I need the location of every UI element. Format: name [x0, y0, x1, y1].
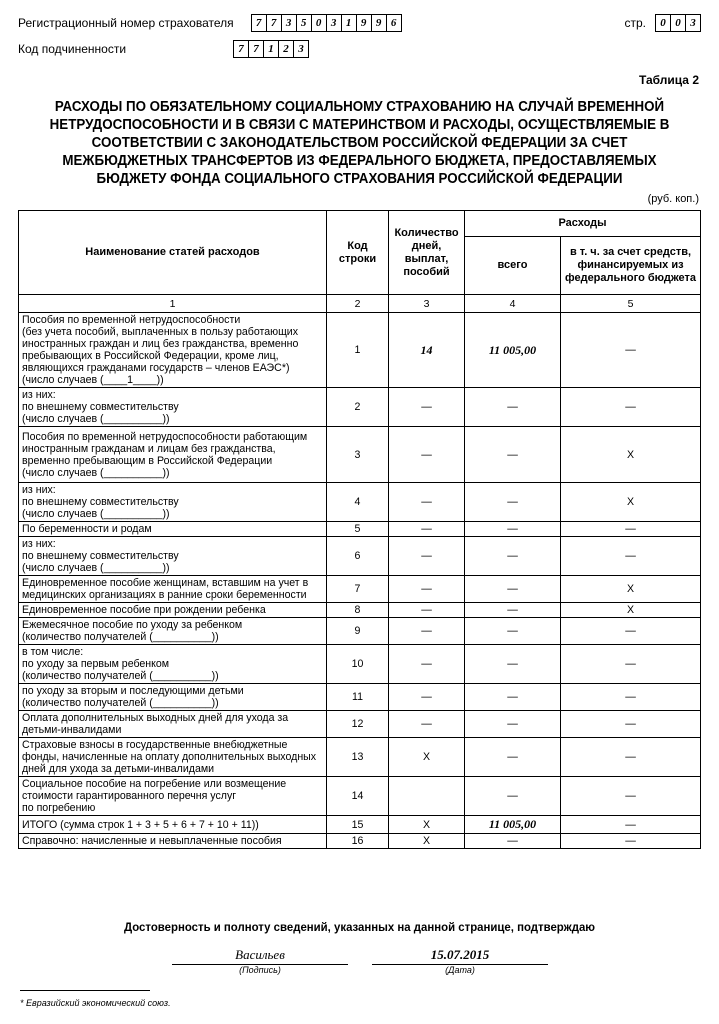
table-row: [19, 777, 701, 816]
digit-cell: 1: [263, 40, 279, 58]
row-total: —: [465, 427, 561, 483]
row-code: 8: [327, 603, 389, 618]
row-code: 14: [327, 777, 389, 816]
table-row: [19, 522, 701, 537]
col-number: 2: [327, 295, 389, 313]
signature-caption: (Подпись): [239, 965, 281, 975]
row-federal: —: [561, 777, 701, 816]
col-number: 4: [465, 295, 561, 313]
col-header-count: Количество дней, выплат, пособий: [389, 211, 465, 295]
row-name: Ежемесячное пособие по уходу за ребенком (количество получателей (__________)): [19, 618, 327, 645]
row-count: Х: [389, 834, 465, 849]
row-federal: —: [561, 684, 701, 711]
row-count: —: [389, 388, 465, 427]
row-name: Страховые взносы в государственные внебюджетные фонды, начисленные на оплату дополнительных выходных дней для ухода за детьми-инвалидами: [19, 738, 327, 777]
row-code: 7: [327, 576, 389, 603]
row-total: —: [465, 388, 561, 427]
digit-cell: 5: [296, 14, 312, 32]
table-row: [19, 645, 701, 684]
row-name: из них: по внешнему совместительству (число случаев (__________)): [19, 537, 327, 576]
row-name: ИТОГО (сумма строк 1 + 3 + 5 + 6 + 7 + 10 + 11)): [19, 816, 327, 834]
row-count: Х: [389, 738, 465, 777]
col-number: 1: [19, 295, 327, 313]
digit-cell: 0: [311, 14, 327, 32]
table-row: [19, 576, 701, 603]
row-count: —: [389, 711, 465, 738]
digit-cell: 7: [266, 14, 282, 32]
table-row: [19, 537, 701, 576]
table-row: [19, 684, 701, 711]
row-federal: —: [561, 816, 701, 834]
row-total: —: [465, 711, 561, 738]
digit-cell: 7: [251, 14, 267, 32]
row-name: из них: по внешнему совместительству (число случаев (__________)): [19, 483, 327, 522]
footnote-divider: [20, 990, 150, 991]
digit-cell: 6: [386, 14, 402, 32]
row-code: 13: [327, 738, 389, 777]
row-count: —: [389, 522, 465, 537]
row-total: —: [465, 618, 561, 645]
table-row: [19, 483, 701, 522]
digit-cell: 2: [278, 40, 294, 58]
row-code: 4: [327, 483, 389, 522]
row-count: —: [389, 645, 465, 684]
registration-number-row: [18, 14, 402, 32]
digit-cell: 3: [281, 14, 297, 32]
row-name: Социальное пособие на погребение или возмещение стоимости гарантированного перечня услуг по погребению: [19, 777, 327, 816]
row-federal: —: [561, 537, 701, 576]
row-name: Справочно: начисленные и невыплаченные пособия: [19, 834, 327, 849]
row-federal: Х: [561, 576, 701, 603]
row-federal: Х: [561, 603, 701, 618]
row-total: —: [465, 777, 561, 816]
row-total: 11 005,00: [465, 816, 561, 834]
row-total: 11 005,00: [465, 313, 561, 388]
row-code: 16: [327, 834, 389, 849]
col-number: 5: [561, 295, 701, 313]
row-count: —: [389, 483, 465, 522]
date-value: 15.07.2015: [372, 946, 548, 965]
registration-number-cells: [252, 14, 402, 32]
row-code: 2: [327, 388, 389, 427]
row-code: 5: [327, 522, 389, 537]
digit-cell: 9: [371, 14, 387, 32]
digit-cell: 7: [248, 40, 264, 58]
date-block: [372, 946, 548, 975]
table-row: [19, 834, 701, 849]
row-total: —: [465, 738, 561, 777]
table-row: [19, 603, 701, 618]
row-total: —: [465, 645, 561, 684]
row-federal: —: [561, 618, 701, 645]
table-row: [19, 618, 701, 645]
row-federal: —: [561, 738, 701, 777]
row-name: Пособия по временной нетрудоспособности (без учета пособий, выплаченных в пользу работающих иностранных граждан и лиц без гражданства, временно пребывающих в Российской Федерации, кроме лиц, являющихся гражданами государств – членов ЕАЭС*) (число случаев (____1____)): [19, 313, 327, 388]
row-count: —: [389, 618, 465, 645]
row-federal: —: [561, 711, 701, 738]
row-total: —: [465, 483, 561, 522]
digit-cell: 3: [293, 40, 309, 58]
digit-cell: 0: [670, 14, 686, 32]
row-count: —: [389, 576, 465, 603]
row-count: —: [389, 427, 465, 483]
row-code: 11: [327, 684, 389, 711]
row-federal: —: [561, 645, 701, 684]
row-name: по уходу за вторым и последующими детьми (количество получателей (__________)): [19, 684, 327, 711]
signature-value: Васильев: [172, 946, 348, 965]
col-header-code: Код строки: [327, 211, 389, 295]
table-row: [19, 427, 701, 483]
row-code: 9: [327, 618, 389, 645]
table-row: [19, 738, 701, 777]
units-note: (руб. коп.): [647, 193, 699, 205]
row-federal: —: [561, 313, 701, 388]
row-code: 15: [327, 816, 389, 834]
confirmation-text: Достоверность и полноту сведений, указанных на данной странице, подтверждаю: [123, 920, 596, 934]
row-count: —: [389, 537, 465, 576]
row-total: —: [465, 576, 561, 603]
row-total: —: [465, 684, 561, 711]
col-header-total: всего: [465, 237, 561, 295]
row-name: Оплата дополнительных выходных дней для ухода за детьми-инвалидами: [19, 711, 327, 738]
row-count: —: [389, 603, 465, 618]
row-federal: —: [561, 834, 701, 849]
row-count: [389, 777, 465, 816]
subordination-code-cells: [234, 40, 309, 58]
row-federal: —: [561, 522, 701, 537]
row-total: —: [465, 603, 561, 618]
signature-block: [172, 946, 348, 975]
table-row: [19, 313, 701, 388]
digit-cell: 7: [233, 40, 249, 58]
row-code: 3: [327, 427, 389, 483]
row-count: Х: [389, 816, 465, 834]
page-title: РАСХОДЫ ПО ОБЯЗАТЕЛЬНОМУ СОЦИАЛЬНОМУ СТРАХОВАНИЮ НА СЛУЧАЙ ВРЕМЕННОЙ НЕТРУДОСПОСОБНОСТИ И В СВЯЗИ С МАТЕРИНСТВОМ И РАСХОДЫ, ОСУЩЕСТВЛЯЕМЫЕ В СООТВЕТСТВИИ С ЗАКОНОДАТЕЛЬСТВОМ РОССИЙСКОЙ ФЕДЕРАЦИИ ЗА СЧЕТ МЕЖБЮДЖЕТНЫХ ТРАНСФЕРТОВ ИЗ ФЕДЕРАЛЬНОГО БЮДЖЕТА, ПРЕДОСТАВЛЯЕМЫХ БЮДЖЕТУ ФОНДА СОЦИАЛЬНОГО СТРАХОВАНИЯ РОССИЙСКОЙ ФЕДЕРАЦИИ: [49, 99, 670, 187]
row-federal: Х: [561, 427, 701, 483]
row-name: в том числе: по уходу за первым ребенком (количество получателей (__________)): [19, 645, 327, 684]
table-row: [19, 711, 701, 738]
row-name: Пособия по временной нетрудоспособности работающим иностранным гражданам и лицам без гражданства, временно пребывающим в Российской Федерации (число случаев (__________)): [19, 427, 327, 483]
row-name: По беременности и родам: [19, 522, 327, 537]
row-total: —: [465, 834, 561, 849]
row-count: —: [389, 684, 465, 711]
page-label: стр.: [624, 16, 646, 30]
col-number: 3: [389, 295, 465, 313]
subordination-code-row: [18, 40, 309, 58]
table-row: [19, 816, 701, 834]
date-caption: (Дата): [445, 965, 475, 975]
row-code: 10: [327, 645, 389, 684]
row-code: 12: [327, 711, 389, 738]
footnote: * Евразийский экономический союз.: [20, 998, 171, 1008]
page-number: [624, 14, 701, 32]
table-label: Таблица 2: [638, 73, 699, 87]
row-name: из них: по внешнему совместительству (число случаев (__________)): [19, 388, 327, 427]
row-name: Единовременное пособие при рождении ребенка: [19, 603, 327, 618]
digit-cell: 9: [356, 14, 372, 32]
digit-cell: 0: [655, 14, 671, 32]
digit-cell: 1: [341, 14, 357, 32]
row-total: —: [465, 522, 561, 537]
row-code: 1: [327, 313, 389, 388]
digit-cell: 3: [326, 14, 342, 32]
page-number-cells: [656, 14, 701, 32]
row-name: Единовременное пособие женщинам, вставшим на учет в медицинских организациях в ранние сроки беременности: [19, 576, 327, 603]
table-row: [19, 388, 701, 427]
registration-number-label: Регистрационный номер страхователя: [18, 16, 234, 30]
subordination-code-label: Код подчиненности: [18, 42, 127, 56]
col-header-expenses: Расходы: [465, 211, 701, 237]
row-total: —: [465, 537, 561, 576]
col-header-federal: в т. ч. за счет средств, финансируемых из федерального бюджета: [561, 237, 701, 295]
row-federal: Х: [561, 483, 701, 522]
row-code: 6: [327, 537, 389, 576]
expenses-table: [18, 210, 701, 849]
digit-cell: 3: [685, 14, 701, 32]
col-header-name: Наименование статей расходов: [19, 211, 327, 295]
row-federal: —: [561, 388, 701, 427]
row-count: 14: [389, 313, 465, 388]
